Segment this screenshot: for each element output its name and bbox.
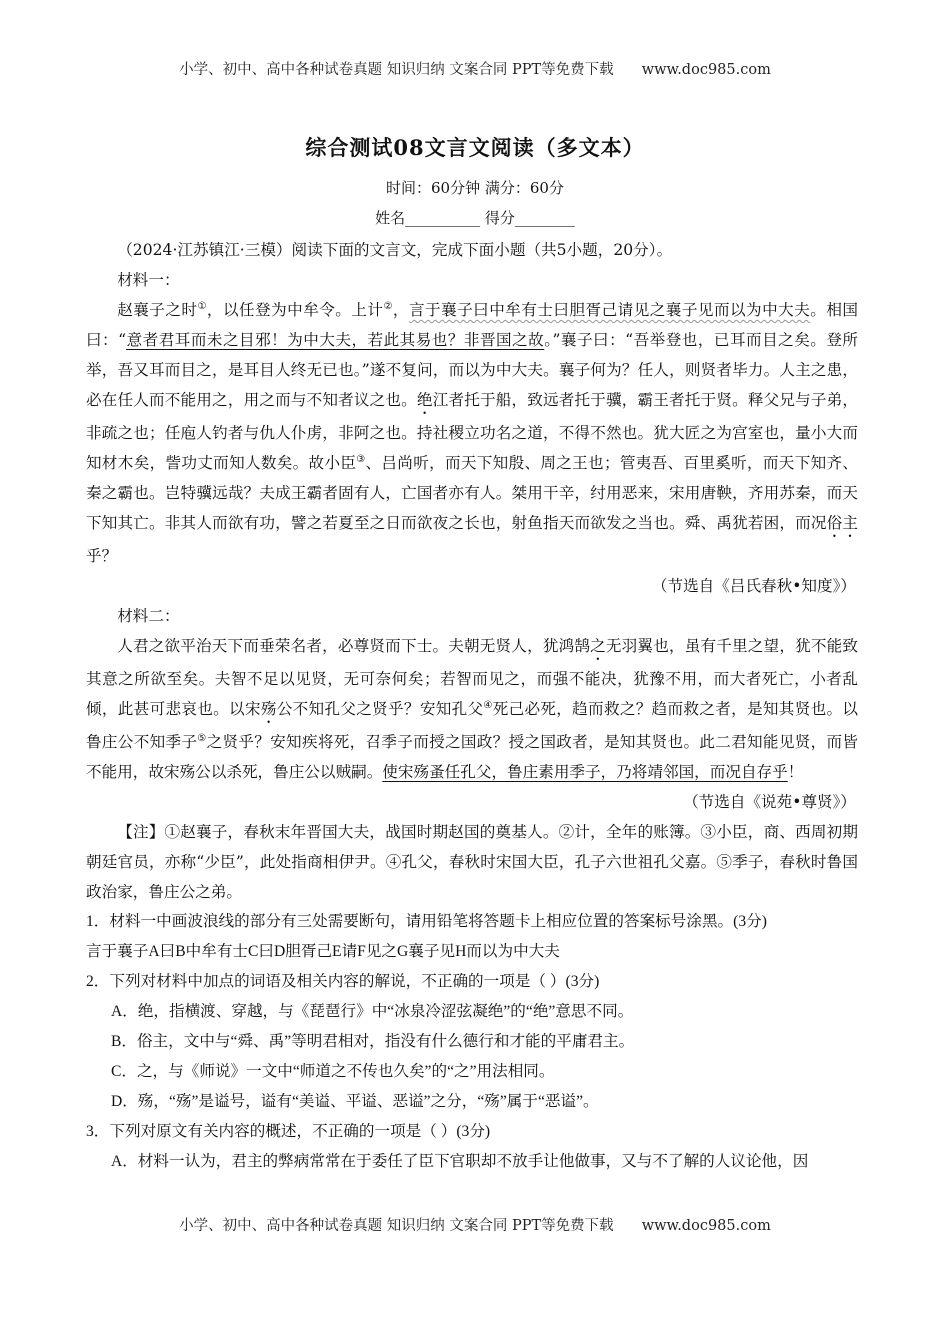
passage-text: 赵襄子之时 (117, 301, 198, 319)
passage-text: ！ (787, 763, 804, 781)
footnote-marker: ③ (356, 453, 366, 465)
intro: （2024·江苏镇江·三模）阅读下面的文言文，完成下面小题（共5小题，20分）。 (117, 241, 673, 259)
passage-text: ， (392, 301, 409, 319)
sentence-break-options: 言于襄子A曰B中牟有士C曰D胆胥己E请F见之G襄子见H而以为中大夫 (86, 943, 560, 960)
page-header (0, 58, 950, 79)
passage-text: 公不知孔父之贤乎？安知孔父 (276, 700, 484, 718)
material1-passage (86, 295, 858, 571)
page-title: 综合测试08文言文阅读（多文本） (305, 135, 645, 160)
footer-text: 小学、初中、高中各种试卷真题 知识归纳 文案合同 PPT等免费下载 (179, 1218, 614, 1234)
document-body (86, 235, 858, 1177)
passage-text: 。相国曰：“ (86, 301, 858, 349)
passage-text: 乎？ (86, 547, 118, 565)
questions (86, 907, 858, 1177)
passage-text: 之贤乎？安知疾将死，召季子而授之国政？授之国政者，是知其贤也。此二君知能见贤，而皆不能用，故宋殇公以杀死，鲁庄公以贼嗣。 (86, 733, 858, 781)
answer-option: A．绝，指横渡、穿越，与《琵琶行》中“冰泉冷涩弦凝绝”的“绝”意思不同。 (110, 1003, 634, 1020)
header-text: 小学、初中、高中各种试卷真题 知识归纳 文案合同 PPT等免费下载 (179, 62, 614, 78)
answer-option: C．之，与《师说》一文中“师道之不传也久矣”的“之”用法相同。 (110, 1063, 555, 1080)
passage-text: 无羽翼也，虽有千里之望，犹不能致其意之所欲至矣。夫智不足以见贤，无可奈何矣；若智而见之，而强不能决，犹豫不用，而大者死亡，小者乱倾，此甚可悲哀也。以宋 (86, 637, 858, 718)
passage-text: 人君之欲平治天下而垂荣名者，必尊贤而下士。夫朝无贤人，犹鸿鹄 (117, 637, 591, 655)
material1-source: （节选自《吕氏春秋•知度》） (651, 577, 856, 595)
passage-text: 死己必死，趋而救之？趋而救之者，是知其贤也。以鲁庄公不知季子 (86, 700, 858, 751)
name-score-line: 姓名__________ 得分________ (375, 209, 575, 227)
material2-label: 材料二： (117, 607, 180, 625)
answer-option: A．材料一认为，君主的弊病常常在于委任了臣下官职却不放手让他做事，又与不了解的人议论他，因 (110, 1153, 809, 1170)
header-site: www.doc985.com (641, 62, 771, 78)
footnote-marker: ① (197, 300, 207, 312)
footnote-marker: ⑤ (197, 732, 207, 744)
passage-text: ，以任登为中牟令。上计 (206, 301, 384, 319)
question-stem: 1．材料一中画波浪线的部分有三处需要断句，请用铅笔将答题卡上相应位置的答案标号涂黑。(3分) (86, 913, 767, 930)
footer-site: www.doc985.com (641, 1218, 771, 1234)
passage-text: 、吕尚听，而天下知殷、周之王也；管夷吾、百里奚听，而天下知齐、秦之霸也。岂特骥远哉？夫成王霸者固有人，亡国者亦有人。桀用干辛，纣用恶来，宋用唐鞅，齐用苏秦，而天下知其亡。非其人而欲有功，譬之若夏至之日而欲夜之长也，射鱼指天而欲发之当也。舜、禹犹若困，而况 (86, 454, 858, 532)
material2-source: （节选自《说苑•尊贤》） (683, 793, 856, 811)
underlined-text: 使宋殇蚤任孔父，鲁庄素用季子，乃将靖邻国，而况自存乎 (382, 763, 788, 781)
footnote-marker: ④ (483, 699, 493, 711)
question-stem: 2．下列对材料中加点的词语及相关内容的解说，不正确的一项是（ ）(3分) (86, 973, 600, 990)
material1-label: 材料一： (117, 271, 180, 289)
dotted-emphasis-text: 之 (590, 637, 606, 655)
dotted-emphasis-text: 绝 (416, 391, 433, 409)
notes: 【注】①赵襄子，春秋末年晋国大夫，战国时期赵国的奠基人。②计，全年的账簿。③小臣，商、西周初期朝廷官员，亦称“少臣”，此处指商相伊尹。④孔父，春秋时宋国大臣，孔子六世祖孔父嘉。⑤季子，春秋时鲁国政治家，鲁庄公之弟。 (86, 823, 858, 901)
dotted-emphasis-text: 俗主 (826, 514, 858, 532)
question-stem: 3．下列对原文有关内容的概述，不正确的一项是（ ）(3分) (86, 1123, 491, 1140)
passage-text: 江者托于船，致远者托于骥，霸王者托于贤。释父兄与子弟，非疏之也；任庖人钓者与仇人仆虏，非阿之也。持社稷立功名之道，不得不然也。犹大匠之为宫室也，量小大而知材木矣，訾功丈而知人数矣。故小臣 (86, 391, 858, 472)
page-footer (0, 1214, 950, 1235)
footnote-marker: ② (383, 300, 393, 312)
wavy-underlined-text: 言于襄子曰中牟有士曰胆胥己请见之襄子见而以为中大夫 (408, 301, 811, 319)
answer-option: D．殇，“殇”是谥号，谥有“美谥、平谥、恶谥”之分，“殇”属于“恶谥”。 (110, 1093, 599, 1110)
exam-time-score: 时间：60分钟 满分：60分 (386, 179, 564, 197)
dotted-emphasis-text: 殇 (260, 700, 277, 718)
underlined-text: 意者君耳而未之目邪！为中大夫，若此其易也？非晋国之故 (126, 331, 545, 349)
passage-text: 。”襄子曰：“吾举登也，已耳而目之矣。登所举，吾又耳而目之，是耳目人终无已也。”遂不复问，而以为中大夫。襄子何为？任人，则贤者毕力。人主之患，必在任人而不能用之，用之而与不知者议之也。 (86, 331, 858, 409)
material2-passage (86, 631, 858, 787)
answer-option: B．俗主，文中与“舜、禹”等明君相对，指没有什么德行和才能的平庸君主。 (110, 1033, 635, 1050)
